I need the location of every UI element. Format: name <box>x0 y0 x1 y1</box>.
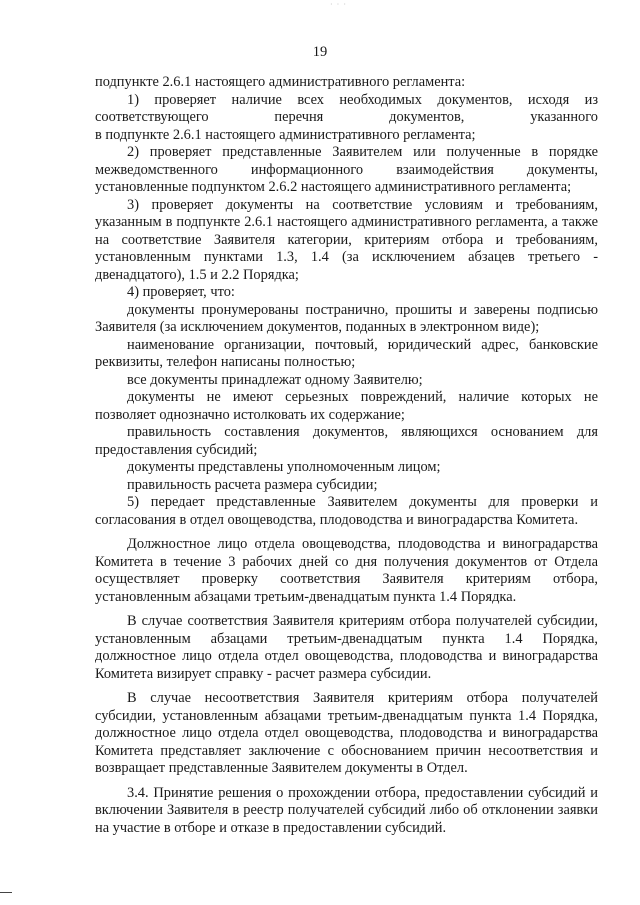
paragraph: В случае соответствия Заявителя критериям отбора получателей субсидии, установленным абзацами третьим-двенадцатым пункта 1.4 Порядка, должностное лицо отдела отдел овощеводства, плодоводства и виноградарства Комитета визирует справку - расчет размера субсидии. <box>95 613 598 682</box>
paragraph: документы пронумерованы постранично, прошиты и заверены подписью Заявителя (за исключением документов, поданных в электронном виде); <box>95 301 598 335</box>
paragraph: 4) проверяет, что: <box>127 284 235 300</box>
paragraph: 1) проверяет наличие всех необходимых документов, исходя из соответствующего перечня документов, указанного <box>95 91 598 125</box>
paragraph: В случае несоответствия Заявителя критериям отбора получателей субсидии, установленным абзацами третьим-двенадцатым пункта 1.4 Порядка, должностное лицо отдела отдел овощеводства, плодоводства и виноградарства Комитета представляет заключение с обоснованием причин несоответствия и возвращает представленные Заявителем документы в Отдел. <box>95 690 598 776</box>
paragraph: правильность составления документов, являющихся основанием для предоставления субсидий; <box>95 424 598 458</box>
document-body <box>95 74 598 837</box>
paragraph: 3) проверяет документы на соответствие условиям и требованиям, указанным в подпункте 2.6.1 настоящего административного регламента, а также на соответствие Заявителя категории, критериям отбора и требованиям, установленным пунктами 1.3, 1.4 (за исключением абзацев третьего - двенадцатого), 1.5 и 2.2 Порядка; <box>95 196 598 283</box>
paragraph: 3.4. Принятие решения о прохождении отбора, предоставлении субсидий и включении Заявителя в реестр получателей субсидий либо об отклонении заявки на участие в отборе и отказе в предоставлении субсидий. <box>95 784 598 836</box>
paragraph: правильность расчета размера субсидии; <box>127 476 378 493</box>
page-number: 19 <box>312 44 328 60</box>
scan-edge-mark <box>0 892 12 893</box>
paragraph: 2) проверяет представленные Заявителем или полученные в порядке межведомственного информационного взаимодействия документы, установленные подпунктом 2.6.2 настоящего административного регламента; <box>95 144 598 195</box>
paragraph: в подпункте 2.6.1 настоящего административного регламента; <box>95 126 476 143</box>
scan-artifact: · · · <box>330 0 347 9</box>
paragraph: наименование организации, почтовый, юридический адрес, банковские реквизиты, телефон написаны полностью; <box>95 336 598 370</box>
paragraph: Должностное лицо отдела овощеводства, плодоводства и виноградарства Комитета в течение 3 рабочих дней со дня получения документов от Отдела осуществляет проверку соответствия Заявителя критериям отбора, установленным абзацами третьим-двенадцатым пункта 1.4 Порядка. <box>95 536 598 605</box>
paragraph: все документы принадлежат одному Заявителю; <box>127 371 423 388</box>
paragraph: 5) передает представленные Заявителем документы для проверки и согласования в отдел овощеводства, плодоводства и виноградарства Комитета. <box>95 494 598 528</box>
paragraph: документы не имеют серьезных повреждений, наличие которых не позволяет однозначно истолковать их содержание; <box>95 389 598 423</box>
paragraph: документы представлены уполномоченным лицом; <box>127 459 441 475</box>
paragraph: подпункте 2.6.1 настоящего административного регламента: <box>95 74 466 90</box>
